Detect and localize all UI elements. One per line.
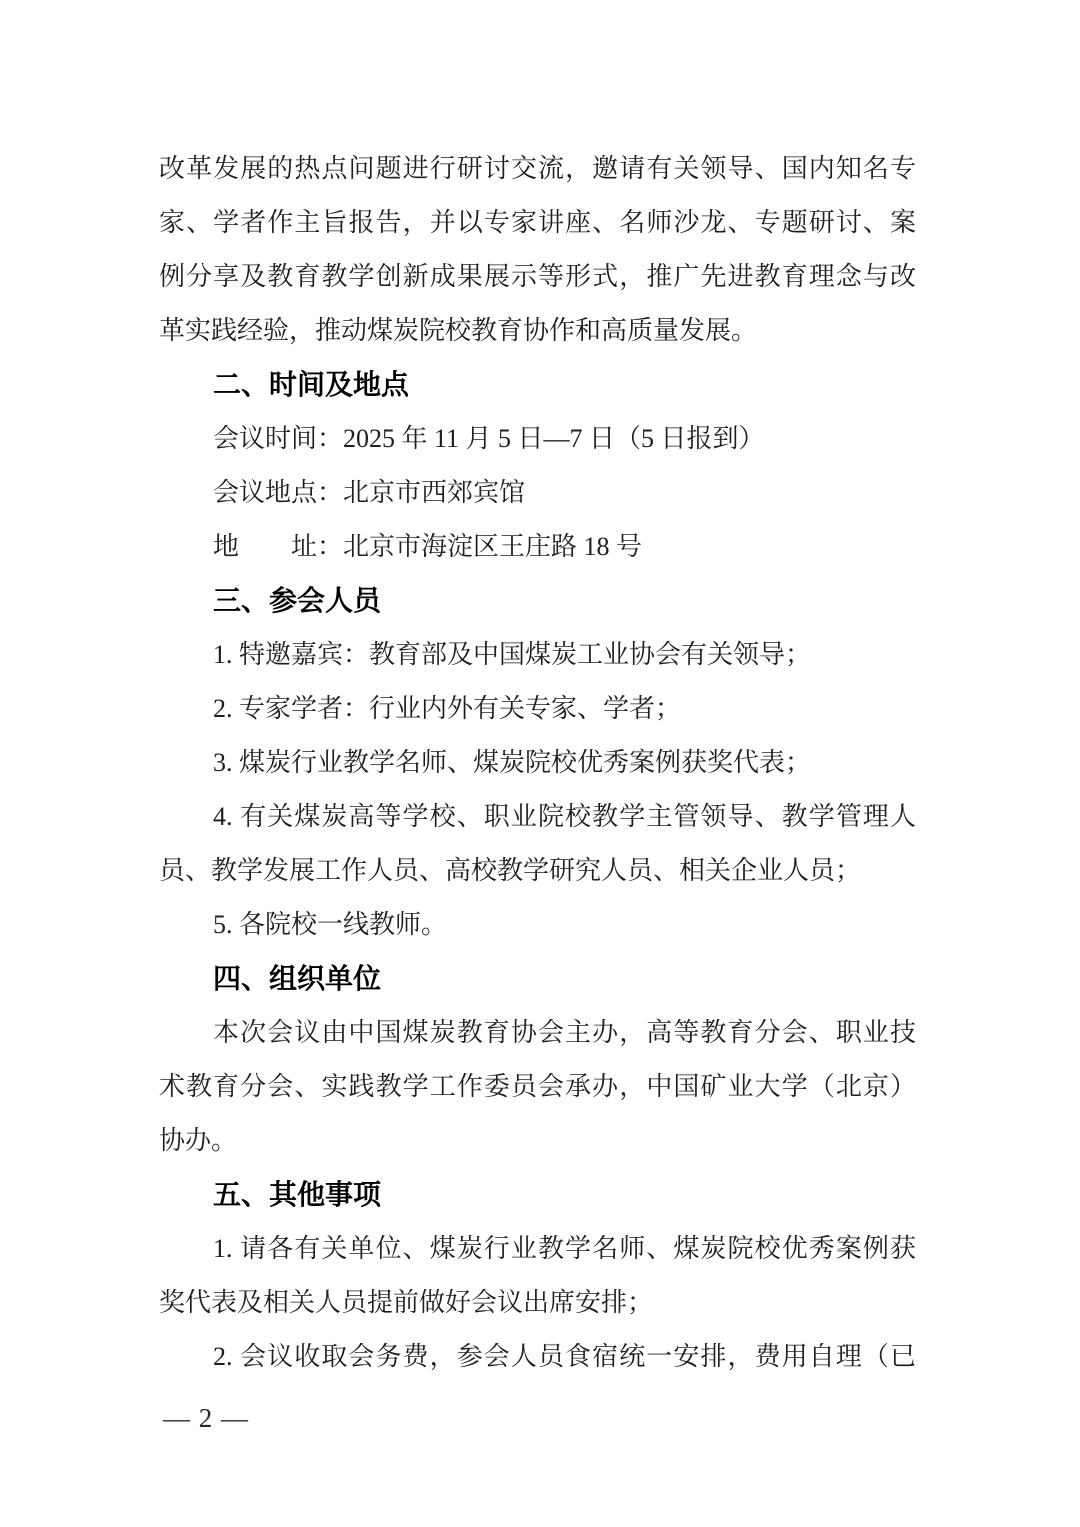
intro-paragraph-line: 例分享及教育教学创新成果展示等形式，推广先进教育理念与改 [159,262,916,291]
attendee-item-line: 3. 煤炭行业教学名师、煤炭院校优秀案例获奖代表； [213,748,812,777]
meeting-address-line: 地 址：北京市海淀区王庄路 18 号 [213,532,643,561]
meeting-venue-line: 会议地点：北京市西郊宾馆 [213,478,526,507]
section-4-heading: 四、组织单位 [213,963,382,994]
attendee-item-line: 1. 特邀嘉宾：教育部及中国煤炭工业协会有关领导； [213,640,812,669]
notes-item-line: 2. 会议收取会务费，参会人员食宿统一安排，费用自理（已 [213,1342,916,1371]
notes-item-line: 1. 请各有关单位、煤炭行业教学名师、煤炭院校优秀案例获 [213,1234,916,1263]
organizer-paragraph-line: 本次会议由中国煤炭教育协会主办，高等教育分会、职业技 [213,1018,916,1047]
organizer-paragraph-line: 术教育分会、实践教学工作委员会承办，中国矿业大学（北京） [159,1072,916,1101]
section-3-heading: 三、参会人员 [213,585,382,616]
intro-paragraph-line: 家、学者作主旨报告，并以专家讲座、名师沙龙、专题研讨、案 [159,208,916,237]
attendee-item-line: 5. 各院校一线教师。 [213,910,448,939]
page-number: — 2 — [163,1403,249,1433]
organizer-paragraph-line: 协办。 [159,1126,238,1155]
meeting-time-line: 会议时间：2025 年 11 月 5 日—7 日（5 日报到） [213,424,765,453]
notes-item-line: 奖代表及相关人员提前做好会议出席安排； [159,1288,654,1317]
attendee-item-line: 2. 专家学者：行业内外有关专家、学者； [213,694,682,723]
document-body [159,142,916,1384]
intro-paragraph-line: 改革发展的热点问题进行研讨交流，邀请有关领导、国内知名专 [159,154,916,183]
section-5-heading: 五、其他事项 [213,1179,382,1210]
section-2-heading: 二、时间及地点 [213,369,410,400]
attendee-item-line: 4. 有关煤炭高等学校、职业院校教学主管领导、教学管理人 [213,802,916,831]
intro-paragraph-line: 革实践经验，推动煤炭院校教育协作和高质量发展。 [159,316,758,345]
attendee-item-line: 员、教学发展工作人员、高校教学研究人员、相关企业人员； [159,856,862,885]
